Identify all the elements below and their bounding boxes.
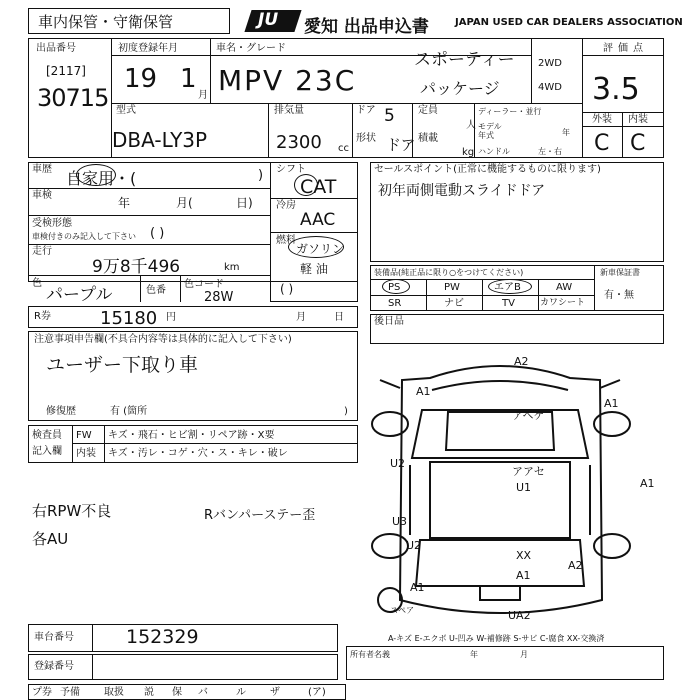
diagram-legend: A-キズ E-エクボ U-凹み W-補修跡 S-サビ C-腐食 XX-交換済 [388,634,605,643]
recycle-day: 日 [334,312,344,323]
displacement-label: 排気量 [274,105,304,116]
exterior-label: 外装 [592,114,612,125]
registration-month: 1 [180,64,197,94]
ju-logo-text: JU [258,10,279,30]
inspection-label: 車検 [32,190,52,201]
repair-value: 有 (箇所 [110,406,148,417]
doors-label: ドア [356,105,376,116]
checker-inner-text: キズ・汚レ・コゲ・穴・ス・キレ・破レ [108,448,288,459]
recycle-value: 15180 [100,308,158,329]
owner-year: 年 [470,650,478,659]
notes-value: ユーザー下取り車 [46,354,199,376]
repair-label: 修復歴 [46,406,76,417]
checker-label1: 検査員 [32,430,62,441]
year-unit: 年 [562,128,570,137]
color-code-label: 色コード [184,279,224,290]
equip-airbag: エアB [494,282,521,293]
rear-frame [370,314,664,344]
interior-label: 内装 [628,114,648,125]
diagram-mark-hood: アヘゲ [512,409,545,422]
diagram-mark-ua2: UA2 [508,609,531,622]
recycle-yen: 円 [166,312,176,323]
equip-pw: PW [444,282,460,293]
lot-label: 出品番号 [36,43,76,54]
load-label: 積載 [418,133,438,144]
footer-item-1: 予備 [60,687,80,698]
equip-leather: カワシート [540,298,586,308]
drive-4wd: 4WD [538,82,562,93]
footer-item-3: 説 [144,687,154,698]
checker-label2: 記入欄 [32,446,62,457]
diagram-mark-xx: XX [516,549,532,562]
diagram-mark-u2-right: U2 [406,539,422,552]
history-label: 車歴 [32,164,52,175]
score-label: 評価点 [603,43,648,54]
body-value: ドア [386,136,416,154]
footer-item-0: プ券 [32,687,52,698]
recovery-note: 車検付きのみ記入して下さい [32,232,136,241]
handle-options: 左・右 [538,147,562,156]
chassis-label: 車台番号 [34,632,74,643]
equip-ps: PS [388,282,401,293]
footer-item-2: 取扱 [104,687,124,698]
registration-label: 初度登録年月 [118,43,178,54]
diagram-mark-a1-far: A1 [640,477,655,490]
equipment-header: 装備品(純正品に限り○をつけてください) [374,268,524,277]
equip-aw: AW [556,282,573,293]
color-number-label: 色番 [146,285,166,296]
footer-item-7: ザ [270,687,280,698]
notes-header: 注意事項申告欄(不具合内容等は具体的に記入して下さい) [34,334,292,345]
aircon-value: AAC [300,210,336,230]
body-label: 形状 [356,133,376,144]
registration-year: 19 [124,64,158,94]
footer-item-8: (ア) [308,687,326,698]
mileage-value: 9万8千496 [92,257,181,277]
equip-sr: SR [388,298,402,309]
diagram-mark-a2-bottom: A2 [568,559,583,572]
displacement-value: 2300 [276,132,322,153]
storage-badge: 車内保管・守衛保管 [38,13,174,31]
history-close: ) [258,168,264,183]
diagram-mark-roof: アアセ [512,465,545,478]
diagram-mark-a1-rear: A1 [410,581,425,594]
equip-tv: TV [502,298,515,309]
inspection-day-unit: 日) [236,196,253,210]
score-value: 3.5 [592,72,640,107]
diagram-mark-a1-trunk: A1 [516,569,531,582]
diagram-mark-u2-left: U2 [390,457,406,470]
footer-item-4: 保 [172,687,182,698]
recycle-month: 月 [296,312,306,323]
capacity-unit: 人 [466,120,476,131]
fuel-parens: ( ) [280,282,294,296]
sales-point-value: 初年両側電動スライドドア [378,183,546,199]
fuel-value: ガソリン [296,242,345,256]
mileage-unit: km [224,262,240,273]
car-grade-line2: パッケージ [420,79,500,98]
model-year-label: モデル年式 [478,122,502,140]
fuel-frame [270,162,358,302]
sales-point-header: セールスポイント(正常に機能するものに限ります) [374,164,601,175]
association-name: JAPAN USED CAR DEALERS ASSOCIATION [455,17,683,28]
aircon-label: 冷房 [276,200,296,211]
diagram-mark-u1: U1 [516,481,532,494]
color-code: 28W [204,290,234,305]
footer-item-5: バ [198,687,208,698]
recovery-label: 受検形態 [32,218,72,229]
history-value: 自家用・( [66,169,137,188]
handle-label: ハンドル [478,147,510,156]
load-unit: kg [462,147,475,158]
remark-line2: 各AU [32,530,69,548]
diagram-spare-label: スペア [390,606,414,615]
owner-month: 月 [520,650,528,659]
diagram-mark-a1-left: A1 [416,385,431,398]
model-label: 型式 [116,105,136,116]
diagram-mark-a1-right: A1 [604,397,619,410]
capacity-label: 定員 [418,105,438,116]
model-value: DBA-LY3P [112,128,208,152]
sales-point-frame [370,162,664,262]
fuel-diesel: 軽 油 [300,262,328,276]
footer-item-6: ル [236,687,246,698]
car-damage-diagram [370,350,670,640]
shift-value: CAT [300,176,337,198]
shift-label: シフト [276,164,306,175]
rear-label: 後日品 [374,316,404,327]
displacement-unit: cc [338,143,349,154]
lot-sub-number: [2117] [46,64,86,78]
diagram-mark-u3-left: U3 [392,515,408,528]
dealer-label: ディーラー・並行 [478,107,542,116]
color-label: 色 [32,278,42,289]
equip-navi: ナビ [444,298,464,309]
registration-number-label: 登録番号 [34,661,74,672]
checker-inner-label: 内装 [76,448,96,459]
exterior-score: C [594,131,610,156]
registration-month-unit: 月 [198,90,208,101]
new-manual-value: 有・無 [604,290,634,301]
chassis-value: 152329 [126,626,199,648]
car-name-label: 車名・グレード [216,43,286,54]
owner-label: 所有者名義 [350,650,390,659]
fuel-label: 燃料 [276,235,296,246]
checker-fw-label: FW [76,430,92,441]
remark-line1: 右RPW不良 [32,502,112,520]
mileage-label: 走行 [32,246,52,257]
registration-number-frame [28,654,338,680]
inspection-year-unit: 年 [118,196,131,210]
owner-frame [346,646,664,680]
interior-score: C [630,131,646,156]
diagram-mark-a2-top: A2 [514,355,529,368]
drive-2wd: 2WD [538,58,562,69]
recovery-parens: ( ) [150,226,165,241]
checker-fw-text: キズ・飛石・ヒビ割・リペア跡・X要 [108,430,275,441]
form-title: 愛知 出品申込書 [304,17,429,37]
inspection-month-unit: 月( [176,196,193,210]
remark-line3: Rバンパーステー歪 [204,508,316,523]
recycle-label: R券 [34,311,51,322]
car-grade-line1: スポーティー [414,50,515,70]
car-name: MPV 23C [218,64,357,97]
color-value: パープル [46,285,113,305]
doors-value: 5 [384,106,395,126]
repair-close: ) [344,406,348,417]
new-manual-label: 新車保証書 [600,268,640,277]
lot-number: 30715 [37,84,109,112]
recycle-frame [28,306,358,328]
